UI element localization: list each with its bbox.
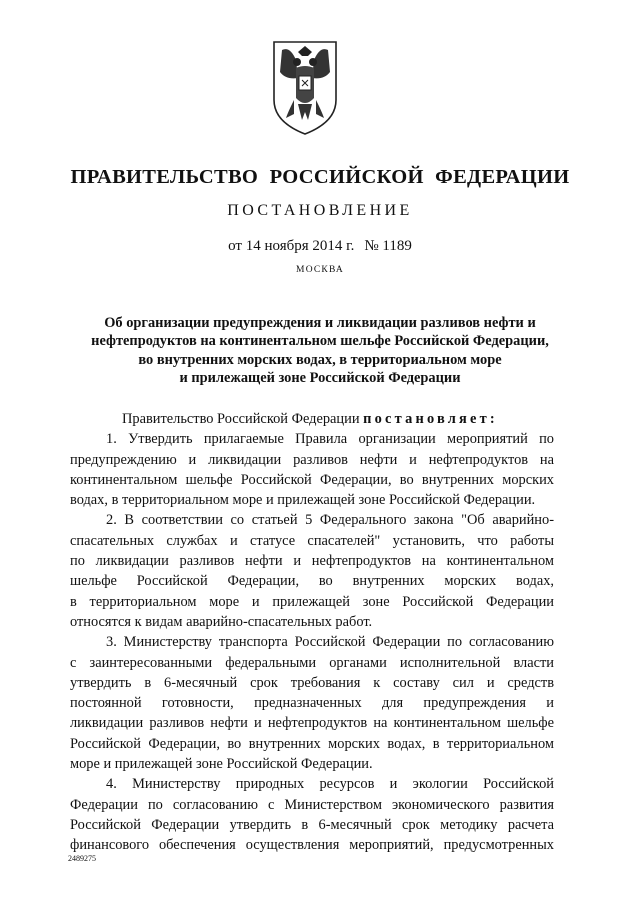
document-subject (60, 314, 580, 387)
paragraph-line: относятся к видам аварийно-спасательных работ. (70, 613, 373, 630)
intro-text: Правительство Российской Федерации (122, 411, 360, 427)
document-type: ПОСТАНОВЛЕНИЕ (227, 202, 413, 219)
document-date: от 14 ноября 2014 г. (228, 238, 355, 254)
paragraph-line: в территориальном море и прилежащей зоне Российской Федерации (70, 593, 554, 610)
paragraph-line: Федерации по согласованию с Министерством экономического развития (70, 796, 554, 813)
paragraph-line: спасательных службах и статусе спасателей" установить, что работы (70, 532, 554, 549)
document-code: 2489275 (68, 854, 96, 863)
subject-line: во внутренних морских водах, в территориальном море (138, 351, 502, 368)
document-body (70, 409, 554, 856)
paragraph-line: континентальном шельфе Российской Федерации, во внутренних морских (70, 471, 554, 488)
intro-line (70, 409, 554, 429)
date-number-line (0, 238, 640, 255)
paragraph-line: 3. Министерству транспорта Российской Федерации по согласованию (106, 634, 554, 651)
intro-emphasis: постановляет: (363, 411, 498, 427)
paragraph-line: Российской Федерации, во внутренних морских водах, в территориальном (70, 735, 554, 752)
paragraph-line: море и прилежащей зоне Российской Федерации. (70, 756, 373, 773)
paragraph-line: с заинтересованными федеральными органами исполнительной власти (70, 654, 554, 671)
paragraph-line: шельфе Российской Федерации, во внутренних морских водах, (70, 573, 554, 590)
document-number: № 1189 (364, 238, 412, 254)
paragraph-line: 1. Утвердить прилагаемые Правила организации мероприятий по (106, 431, 554, 448)
paragraph-line: 4. Министерству природных ресурсов и экологии Российской (106, 776, 554, 793)
subject-line: нефтепродуктов на континентальном шельфе Российской Федерации, (91, 333, 549, 350)
government-title: ПРАВИТЕЛЬСТВО РОССИЙСКОЙ ФЕДЕРАЦИИ (70, 166, 570, 188)
subject-line: и прилежащей зоне Российской Федерации (179, 369, 461, 386)
paragraph-line: постоянной готовности, предназначенных для предупреждения и (70, 695, 554, 712)
paragraph-line: предупреждению и ликвидации разливов нефти и нефтепродуктов на (70, 451, 554, 468)
subject-line: Об организации предупреждения и ликвидации разливов нефти и (104, 315, 536, 331)
paragraph-line: Российской Федерации утвердить в 6-месячный срок методику расчета (70, 816, 554, 833)
paragraph-line: финансового обеспечения осуществления мероприятий, предусмотренных (70, 837, 554, 854)
coat-of-arms-icon (268, 38, 342, 138)
paragraph-line: утвердить в 6-месячный срок требования к составу сил и средств (70, 674, 554, 691)
paragraph-line: ликвидации разливов нефти и нефтепродуктов на континентальном шельфе (70, 715, 554, 732)
paragraph-line: 2. В соответствии со статьей 5 Федерального закона "Об аварийно- (106, 512, 554, 529)
paragraph-line: по ликвидации разливов нефти и нефтепродуктов на континентальном (70, 553, 554, 570)
paragraph-line: водах, в территориальном море и прилежащей зоне Российской Федерации. (70, 492, 536, 509)
city-label: МОСКВА (296, 265, 344, 275)
